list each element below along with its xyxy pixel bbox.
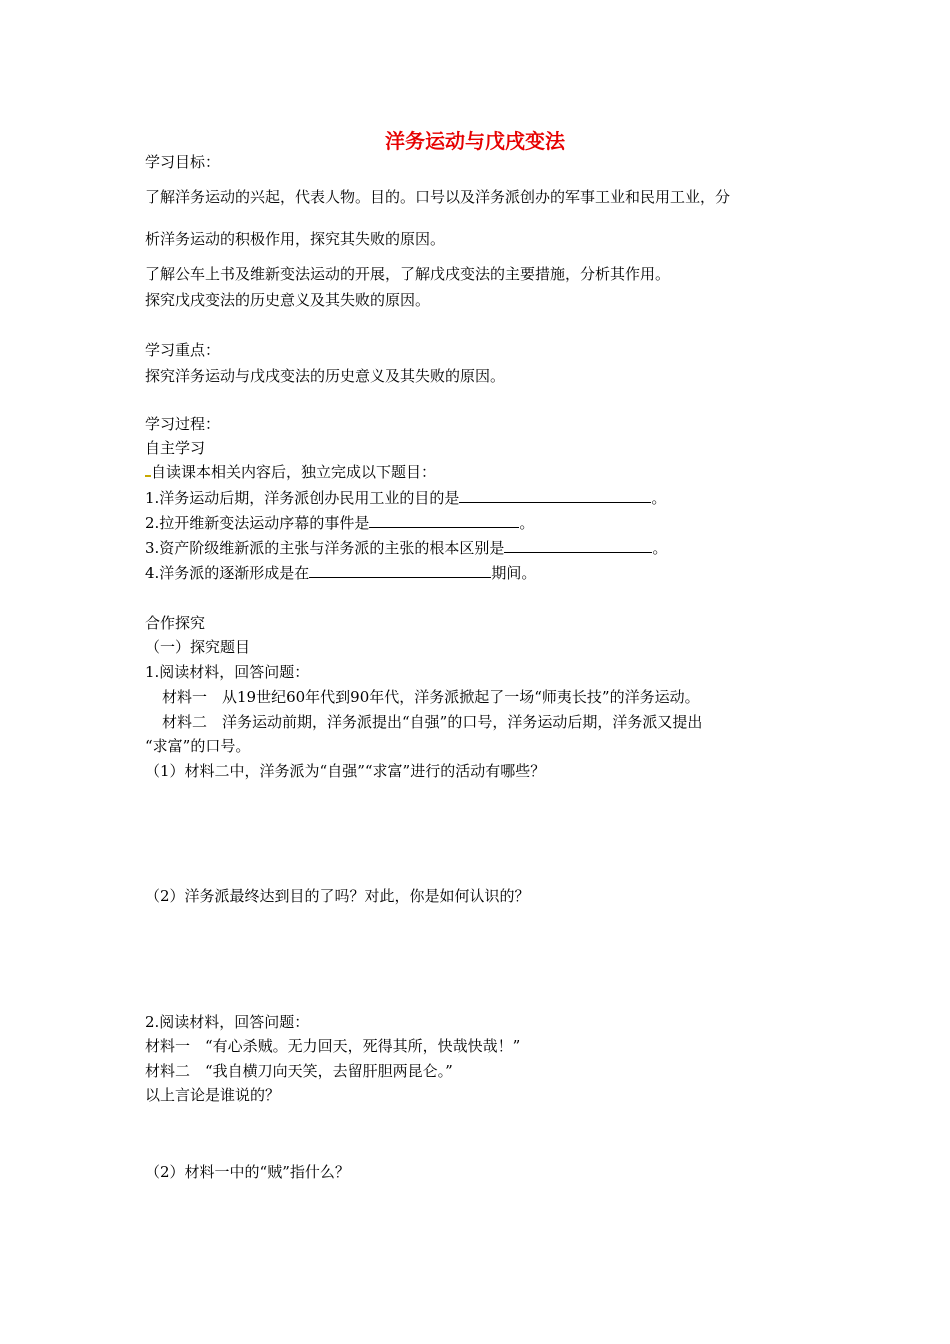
coop-task-2: 2.阅读材料，回答问题： <box>145 1013 310 1031</box>
focus-line-1: 探究洋务运动与戊戌变法的历史意义及其失败的原因。 <box>145 367 506 385</box>
material-2-line-2: “求富”的口号。 <box>145 737 251 755</box>
material-2-line-1: 材料二 洋务运动前期，洋务派提出“自强”的口号，洋务运动后期，洋务派又提出 <box>162 713 703 731</box>
coop-question-1: （1）材料二中，洋务派为“自强”“求富”进行的活动有哪些？ <box>145 762 546 780</box>
answer-blank <box>504 538 652 553</box>
coop-question-2: （2）洋务派最终达到目的了吗？对此，你是如何认识的？ <box>145 887 530 905</box>
question-3: 3.资产阶级维新派的主张与洋务派的主张的根本区别是 。 <box>145 539 668 557</box>
quote-question: 以上言论是谁说的？ <box>145 1086 281 1104</box>
goals-heading: 学习目标： <box>145 153 221 171</box>
question-1: 1.洋务运动后期，洋务派创办民用工业的目的是 。 <box>145 489 667 507</box>
coop-task-1: 1.阅读材料，回答问题： <box>145 663 310 681</box>
goals-line-2: 析洋务运动的积极作用，探究其失败的原因。 <box>145 230 446 248</box>
answer-blank <box>459 488 651 503</box>
goals-line-1: 了解洋务运动的兴起，代表人物。目的。口号以及洋务派创办的军事工业和民用工业，分 <box>145 188 731 206</box>
coop-heading: 合作探究 <box>145 614 206 632</box>
quote-question-2: （2）材料一中的“贼”指什么？ <box>145 1163 350 1181</box>
page-title: 洋务运动与戊戌变法 <box>385 129 565 153</box>
answer-blank <box>309 563 491 578</box>
process-heading: 学习过程： <box>145 415 221 433</box>
material-1: 材料一 从19世纪60年代到90年代，洋务派掀起了一场“师夷长技”的洋务运动。 <box>162 688 700 706</box>
coop-subheading: （一）探究题目 <box>145 638 251 656</box>
focus-heading: 学习重点： <box>145 341 221 359</box>
goals-line-3: 了解公车上书及维新变法运动的开展，了解戊戌变法的主要措施，分析其作用。 <box>145 265 671 283</box>
goals-line-4: 探究戊戌变法的历史意义及其失败的原因。 <box>145 291 431 309</box>
answer-blank <box>369 513 519 528</box>
quote-2: 材料二 “我自横刀向天笑，去留肝胆两昆仑。” <box>145 1062 453 1080</box>
question-4: 4.洋务派的逐渐形成是在 期间。 <box>145 564 537 582</box>
self-study-instruction: 自读课本相关内容后，独立完成以下题目： <box>145 462 436 482</box>
quote-1: 材料一 “有心杀贼。无力回天，死得其所，快哉快哉！” <box>145 1037 521 1055</box>
self-study-heading: 自主学习 <box>145 439 206 457</box>
question-2: 2.拉开维新变法运动序幕的事件是 。 <box>145 514 535 532</box>
